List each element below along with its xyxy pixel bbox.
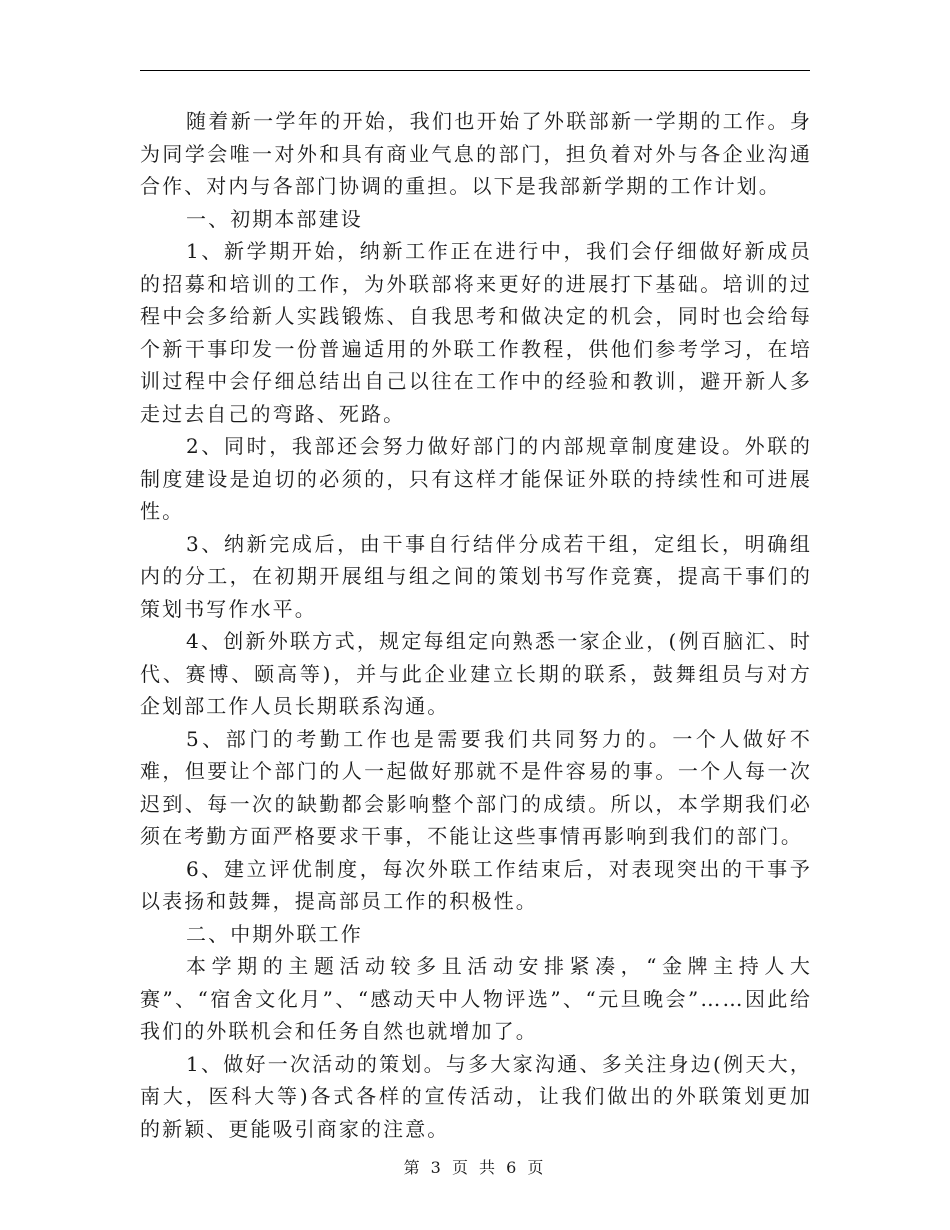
paragraph-midterm-intro: 本学期的主题活动较多且活动安排紧凑，“金牌主持人大赛”、“宿舍文化月”、“感动天中人物评选”、“元旦晚会”……因此给我们的外联机会和任务自然也就增加了。 (140, 954, 812, 1043)
paragraph-item-2: 2、同时，我部还会努力做好部门的内部规章制度建设。外联的制度建设是迫切的必须的，只有这样才能保证外联的持续性和可进展性。 (140, 434, 812, 523)
paragraph-intro: 随着新一学年的开始，我们也开始了外联部新一学期的工作。身为同学会唯一对外和具有商业气息的部门，担负着对外与各企业沟通合作、对内与各部门协调的重担。以下是我部新学期的工作计划。 (140, 109, 812, 198)
paragraph-item-4: 4、创新外联方式，规定每组定向熟悉一家企业，(例百脑汇、时代、赛博、颐高等)，并与此企业建立长期的联系，鼓舞组员与对方企划部工作人员长期联系沟通。 (140, 629, 812, 718)
section-heading-midterm-work: 二、中期外联工作 (186, 921, 363, 946)
paragraph-item-5: 5、部门的考勤工作也是需要我们共同努力的。一个人做好不难，但要让个部门的人一起做好那就不是件容易的事。一个人每一次迟到、每一次的缺勤都会影响整个部门的成绩。所以，本学期我们必须在考勤方面严格要求干事，不能让这些事情再影响到我们的部门。 (140, 726, 812, 848)
document-body (140, 105, 812, 1145)
paragraph-midterm-item-1: 1、做好一次活动的策划。与多大家沟通、多关注身边(例天大，南大，医科大等)各式各样的宣传活动，让我们做出的外联策划更加的新颖、更能吸引商家的注意。 (140, 1051, 812, 1141)
paragraph-item-3: 3、纳新完成后，由干事自行结伴分成若干组，定组长，明确组内的分工，在初期开展组与组之间的策划书写作竞赛，提高干事们的策划书写作水平。 (140, 531, 812, 621)
header-rule (140, 70, 810, 71)
paragraph-item-6: 6、建立评优制度，每次外联工作结束后，对表现突出的干事予以表扬和鼓舞，提高部员工作的积极性。 (140, 856, 812, 913)
paragraph-item-1: 1、新学期开始，纳新工作正在进行中，我们会仔细做好新成员的招募和培训的工作，为外联部将来更好的进展打下基础。培训的过程中会多给新人实践锻炼、自我思考和做决定的机会，同时也会给每个新干事印发一份普遍适用的外联工作教程，供他们参考学习，在培训过程中会仔细总结出自己以往在工作中的经验和教训，避开新人多走过去自己的弯路、死路。 (140, 239, 812, 426)
page-number-footer: 第 3 页 共 6 页 (403, 1158, 547, 1177)
section-heading-initial-construction: 一、初期本部建设 (186, 206, 363, 231)
